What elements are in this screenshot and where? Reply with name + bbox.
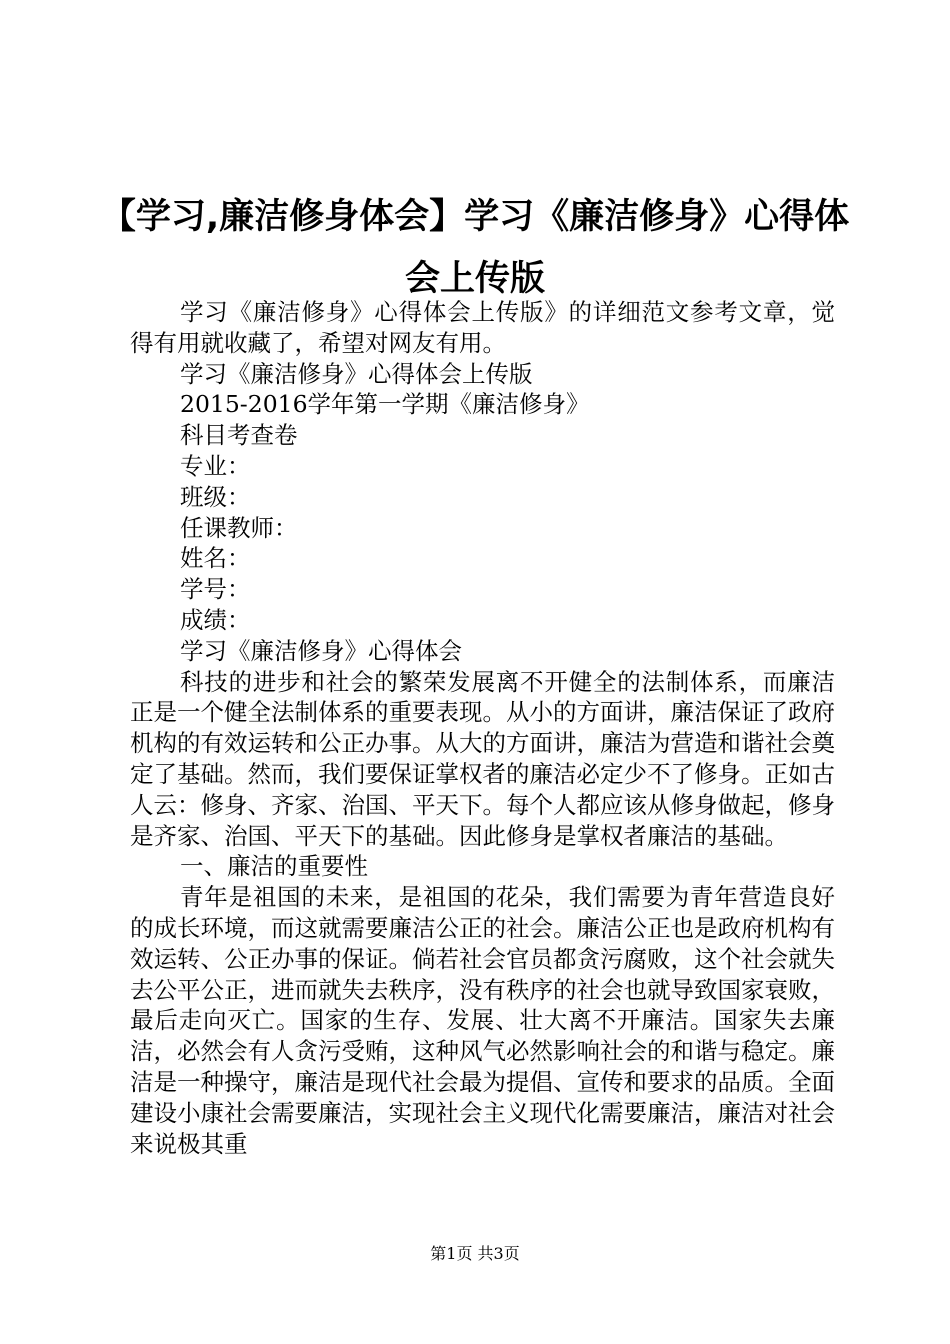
field-teacher: 任课教师： [180,513,298,542]
essay-paragraph: 青年是祖国的未来，是祖国的花朵，我们需要为青年营造良好的成长环境，而这就需要廉洁公正的社会。廉洁公正也是政府机构有效运转、公正办事的保证。倘若社会官员都贪污腐败，这个社会就失去公平公正，进而就失去秩序，没有秩序的社会也就导致国家衰败，最后走向灭亡。国家的生存、发展、壮大离不开廉洁。国家失去廉洁，必然会有人贪污受贿，这种风气必然影响社会的和谐与稳定。廉洁是一种操守，廉洁是现代社会最为提倡、宣传和要求的品质。全面建设小康社会需要廉洁，实现社会主义现代化需要廉洁，廉洁对社会来说极其重 [130,883,835,1158]
semester-line: 2015-2016学年第一学期《廉洁修身》 [180,390,590,419]
subtitle-line: 学习《廉洁修身》心得体会上传版 [180,359,533,388]
field-name: 姓名： [180,544,251,573]
exam-type-line: 科目考查卷 [180,421,298,450]
field-student-id: 学号： [180,575,251,604]
essay-paragraph: 科技的进步和社会的繁荣发展离不开健全的法制体系，而廉洁正是一个健全法制体系的重要表现。从小的方面讲，廉洁保证了政府机构的有效运转和公正办事。从大的方面讲，廉洁为营造和谐社会奠定了基础。然而，我们要保证掌权者的廉洁必定少不了修身。正如古人云：修身、齐家、治国、平天下。每个人都应该从修身做起，修身是齐家、治国、平天下的基础。因此修身是掌权者廉洁的基础。 [130,667,835,850]
essay-title: 学习《廉洁修身》心得体会 [180,636,462,665]
field-major: 专业： [180,451,251,480]
field-score: 成绩： [180,605,251,634]
document-title: 【学习,廉洁修身体会】学习《廉洁修身》心得体会上传版 [100,197,850,299]
intro-paragraph: 学习《廉洁修身》心得体会上传版》的详细范文参考文章，觉得有用就收藏了，希望对网友有用。 [130,298,835,357]
document-body [130,297,835,1159]
section-heading: 一、廉洁的重要性 [180,852,368,881]
field-class: 班级： [180,482,251,511]
page-footer: 第1页 共3页 [430,1244,520,1263]
